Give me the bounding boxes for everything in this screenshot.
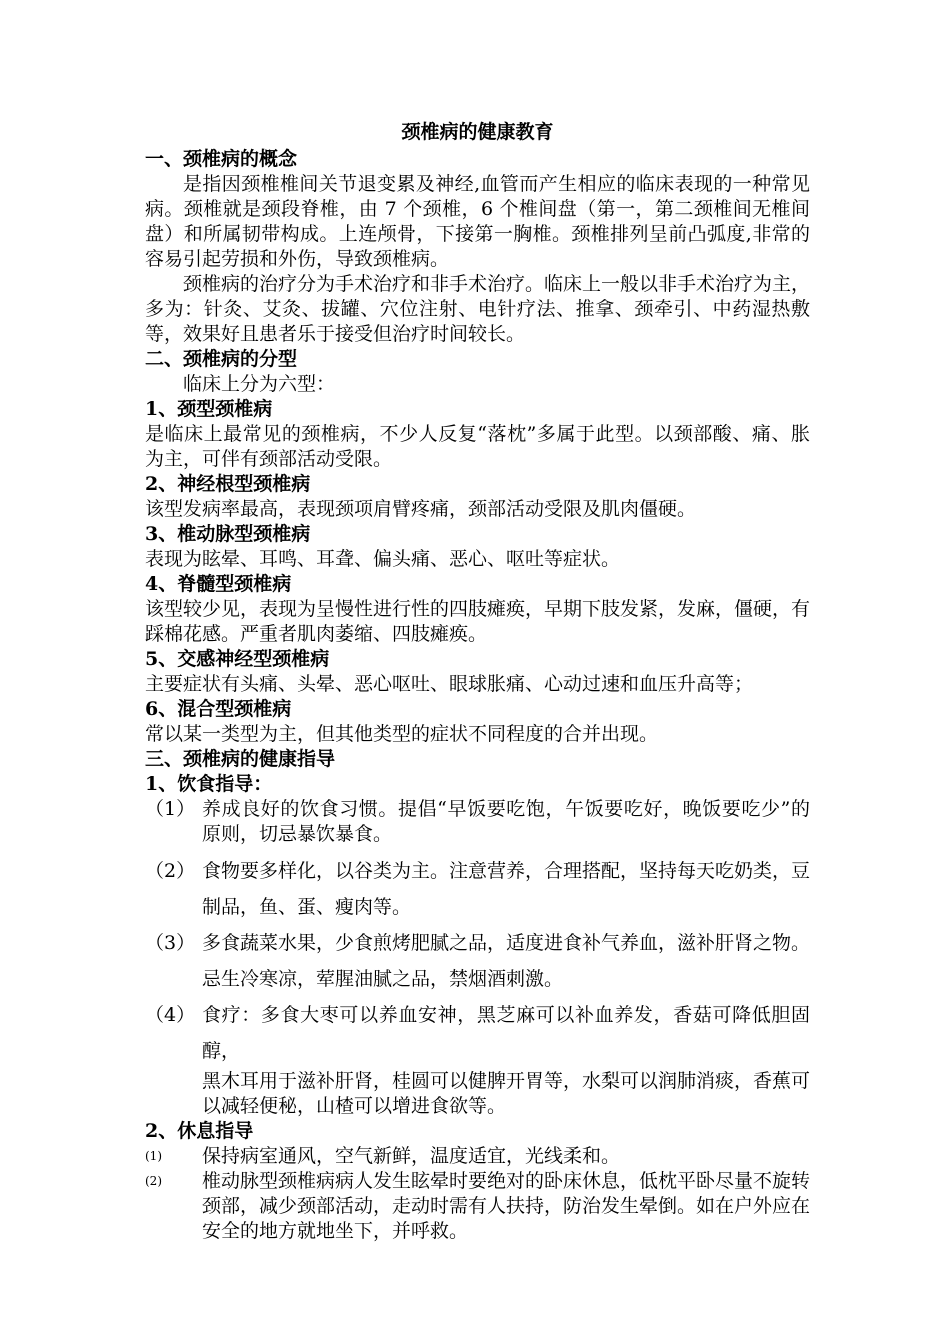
subheading-diet: 1、饮食指导： — [145, 773, 273, 795]
list-number: (2) — [145, 1174, 162, 1188]
type-text-mixed: 常以某一类型为主，但其他类型的症状不同程度的合并出现。 — [145, 723, 659, 745]
document-title: 颈椎病的健康教育 — [401, 121, 554, 143]
list-number: (1) — [145, 1149, 162, 1163]
type-heading-nerve-root: 2、神经根型颈椎病 — [145, 473, 311, 495]
type-heading-vertebral-artery: 3、椎动脉型颈椎病 — [145, 523, 311, 545]
paragraph-concept-treatment: 颈椎病的治疗分为手术治疗和非手术治疗。临床上一般以非手术治疗为主，多为：针灸、艾灸、拔罐、穴位注射、电针疗法、推拿、颈牵引、中药湿热敷等，效果好且患者乐于接受但治疗时间较长。 — [145, 273, 811, 345]
type-text-vertebral-artery: 表现为眩晕、耳鸣、耳聋、偏头痛、恶心、呕吐等症状。 — [145, 548, 621, 570]
list-number: （3） — [145, 932, 196, 954]
section-heading-guidance: 三、颈椎病的健康指导 — [145, 748, 336, 770]
type-text-cervical: 是临床上最常见的颈椎病，不少人反复“落枕”多属于此型。以颈部酸、痛、胀为主，可伴有颈部活动受限。 — [145, 423, 810, 470]
list-text: 多食蔬菜水果，少食煎烤肥腻之品，适度进食补气养血，滋补肝肾之物。忌生冷寒凉，荤腥油腻之品，禁烟酒刺激。 — [202, 932, 811, 990]
list-number: （2） — [145, 860, 196, 882]
paragraph-types-intro: 临床上分为六型： — [183, 373, 336, 395]
diet-item-1 — [145, 797, 810, 847]
type-text-spinal-cord: 该型较少见，表现为呈慢性进行性的四肢瘫痪，早期下肢发紧，发麻，僵硬，有踩棉花感。严重者肌肉萎缩、四肢瘫痪。 — [145, 598, 811, 645]
type-text-sympathetic: 主要症状有头痛、头晕、恶心呕吐、眼球胀痛、心动过速和血压升高等； — [145, 673, 754, 695]
subheading-rest: 2、休息指导 — [145, 1120, 254, 1142]
section-heading-types: 二、颈椎病的分型 — [145, 348, 298, 370]
rest-item-1 — [145, 1144, 810, 1169]
type-heading-sympathetic: 5、交感神经型颈椎病 — [145, 648, 330, 670]
diet-item-3 — [145, 925, 810, 997]
list-text: 养成良好的饮食习惯。提倡“早饭要吃饱，午饭要吃好，晚饭要吃少”的原则，切忌暴饮暴食。 — [202, 798, 810, 845]
list-number: （1） — [145, 798, 196, 820]
diet-item-2 — [145, 853, 810, 925]
list-text-part-b: 黑木耳用于滋补肝肾，桂圆可以健脾开胃等，水梨可以润肺消痰，香蕉可以减轻便秘，山楂可以增进食欲等。 — [202, 1070, 811, 1117]
list-number: （4） — [145, 1004, 196, 1026]
section-heading-concept: 一、颈椎病的概念 — [145, 148, 298, 170]
diet-item-4 — [145, 997, 810, 1119]
list-text: 保持病室通风，空气新鲜，温度适宜，光线柔和。 — [202, 1145, 621, 1167]
rest-item-2 — [145, 1169, 810, 1244]
type-heading-spinal-cord: 4、脊髓型颈椎病 — [145, 573, 292, 595]
list-text: 食物要多样化，以谷类为主。注意营养，合理搭配，坚持每天吃奶类，豆制品，鱼、蛋、瘦肉等。 — [202, 860, 811, 918]
type-text-nerve-root: 该型发病率最高，表现颈项肩臂疼痛，颈部活动受限及肌肉僵硬。 — [145, 498, 697, 520]
paragraph-concept-definition: 是指因颈椎椎间关节退变累及神经,血管而产生相应的临床表现的一种常见病。颈椎就是颈段脊椎，由 7 个颈椎，6 个椎间盘（第一，第二颈椎间无椎间盘）和所属韧带构成。上连颅骨，下接第一胸椎。颈椎排列呈前凸弧度,非常的容易引起劳损和外伤，导致颈椎病。 — [145, 173, 810, 270]
list-text: 椎动脉型颈椎病病人发生眩晕时要绝对的卧床休息，低枕平卧尽量不旋转颈部，减少颈部活动，走动时需有人扶持，防治发生晕倒。如在户外应在安全的地方就地坐下，并呼救。 — [202, 1170, 811, 1242]
document-page — [145, 120, 810, 1244]
type-heading-mixed: 6、混合型颈椎病 — [145, 698, 292, 720]
type-heading-cervical: 1、颈型颈椎病 — [145, 398, 273, 420]
list-text-part-a: 食疗：多食大枣可以养血安神，黑芝麻可以补血养发，香菇可降低胆固醇， — [202, 1004, 810, 1062]
